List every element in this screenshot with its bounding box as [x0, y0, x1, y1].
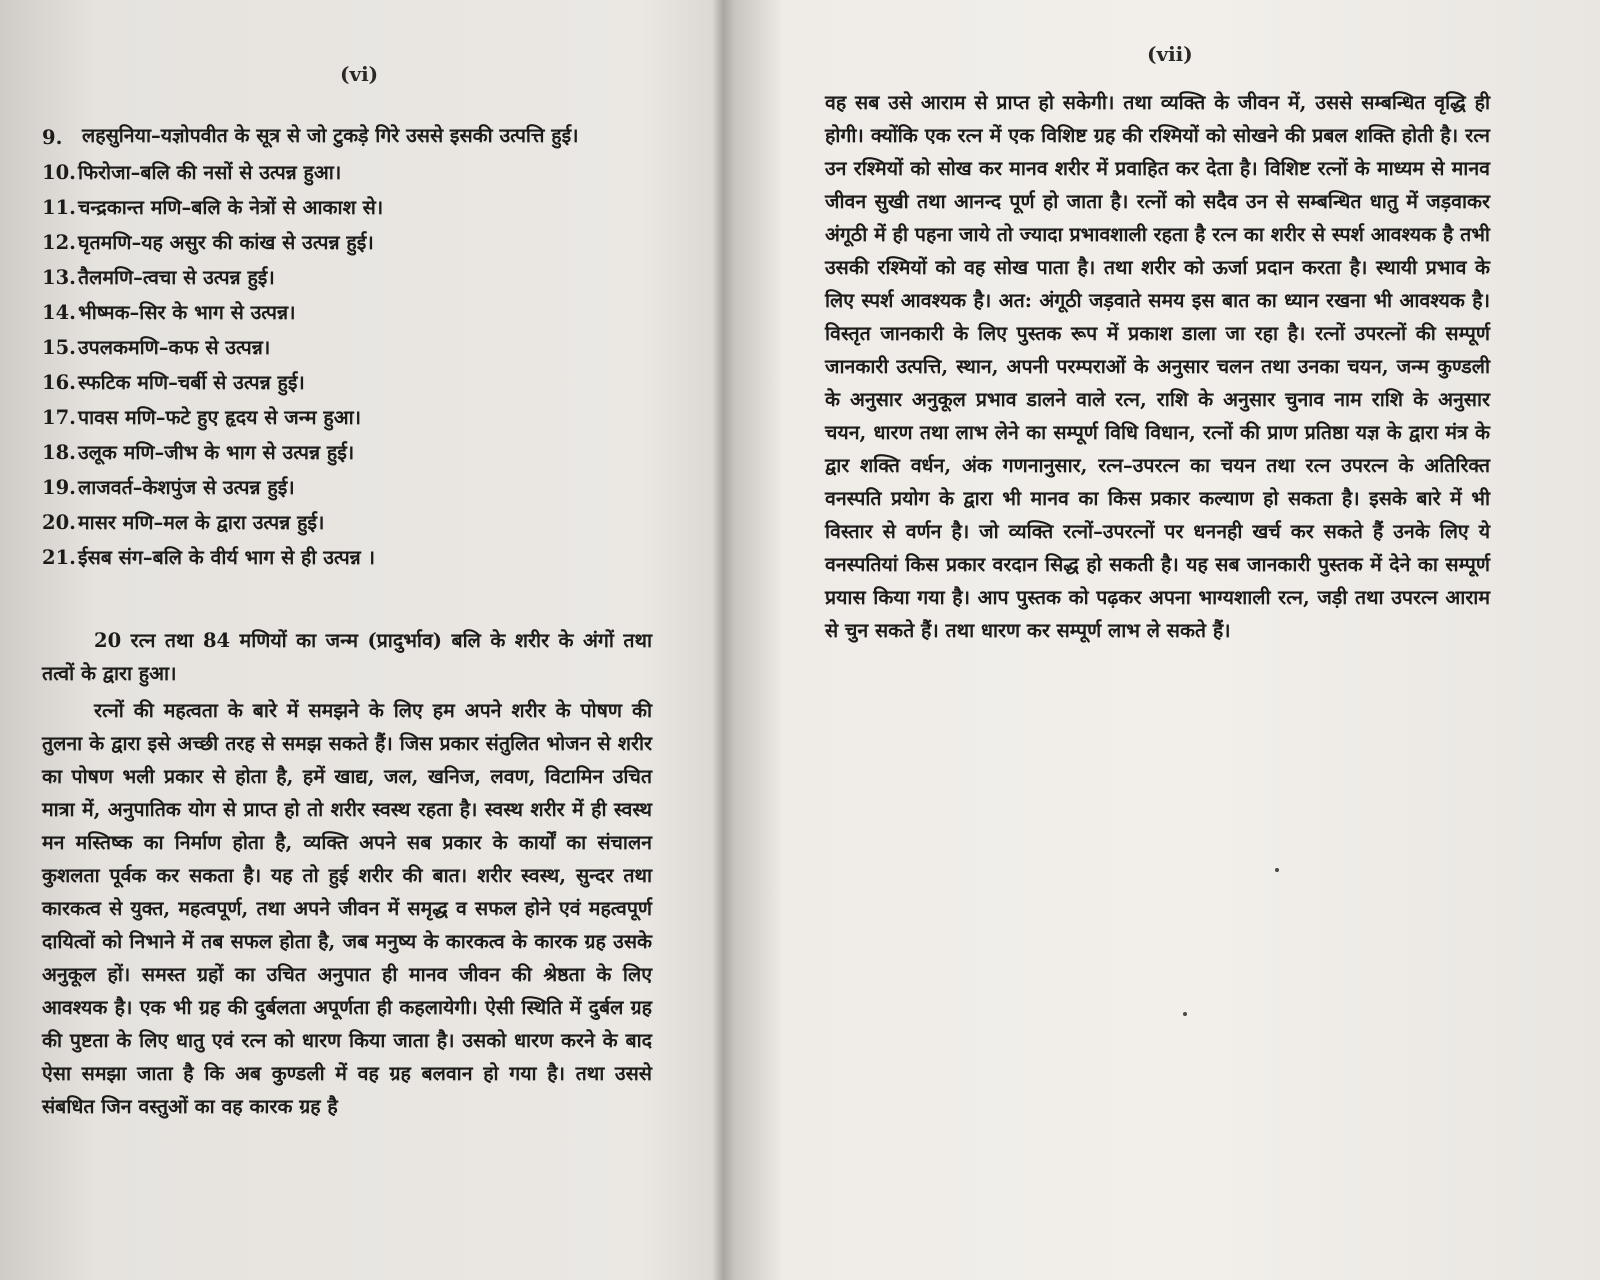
right-page: [735, 0, 1600, 1280]
list-item: 19. लाजवर्त–केशपुंज से उत्पन्न हुई।: [42, 476, 295, 499]
list-item: 14. भीष्मक–सिर के भाग से उत्पन्न।: [42, 301, 296, 324]
list-item: 20. मासर मणि–मल के द्वारा उत्पन्न हुई।: [42, 511, 325, 534]
list-item: 12. घृतमणि–यह असुर की कांख से उत्पन्न हुई।: [42, 231, 374, 254]
paragraph: 20 रत्न तथा 84 मणियों का जन्म (प्रादुर्भाव) बलि के शरीर के अंगों तथा तत्वों के द्वारा हुआ।: [42, 629, 652, 685]
list-item: 15. उपलकमणि–कफ से उत्पन्न।: [42, 336, 271, 359]
list-item: 13. तैलमणि–त्वचा से उत्पन्न हुई।: [42, 266, 275, 289]
paragraph: रत्नों की महत्वता के बारे में समझने के लिए हम अपने शरीर के पोषण की तुलना के द्वारा इसे अच्छी तरह से समझ सकते हैं। जिस प्रकार संतुलित भोजन से शरीर का पोषण भली प्रकार से होता है, हमें खाद्य, जल, खनिज, लवण, विटामिन उचित मात्रा में, अनुपातिक योग से प्राप्त हो तो शरीर स्वस्थ रहता है। स्वस्थ शरीर में ही स्वस्थ मन मस्तिष्क का निर्माण होता है, व्यक्ति अपने सब प्रकार के कार्यों का संचालन कुशलता पूर्वक कर सकता है। यह तो हुई शरीर की बात। शरीर स्वस्थ, सुन्दर तथा कारकत्व से युक्त, महत्वपूर्ण, तथा अपने जीवन में समृद्ध व सफल होने एवं महत्वपूर्ण दायित्वों को निभाने में तब सफल होता है, जब मनुष्य के कारकत्व के कारक ग्रह उसके अनुकूल हों। समस्त ग्रहों का उचित अनुपात ही मानव जीवन की श्रेष्ठता के लिए आवश्यक है। एक भी ग्रह की दुर्बलता अपूर्णता ही कहलायेगी। ऐसी स्थिति में दुर्बल ग्रह की पुष्टता के लिए धातु एवं रत्न को धारण किया जाता है। उसको धारण करने के बाद ऐसा समझा जाता है कि अब कुण्डली में वह ग्रह बलवान हो गया है। तथा उससे संबधित जिन वस्तुओं का वह कारक ग्रह है: [42, 699, 652, 1118]
right-body-text: [825, 86, 1490, 647]
page-number-right: (vii): [1147, 42, 1193, 66]
list-item: 9. लहसुनिया–यज्ञोपवीत के सूत्र से जो टुकड़े गिरे उससे इसकी उत्पत्ति हुई।: [42, 124, 579, 149]
list-item: 10. फिरोजा–बलि की नसों से उत्पन्न हुआ।: [42, 161, 342, 184]
paragraph: वह सब उसे आराम से प्राप्त हो सकेगी। तथा व्यक्ति के जीवन में, उससे सम्बन्धित वृद्धि ही होगी। क्योंकि एक रत्न में एक विशिष्ट ग्रह की रश्मियों को सोखने की प्रबल शक्ति होती है। रत्न उन रश्मियों को सोख कर मानव शरीर में प्रवाहित कर देता है। विशिष्ट रत्नों के माध्यम से मानव जीवन सुखी तथा आनन्द पूर्ण हो जाता है। रत्नों को सदैव उन से सम्बन्धित धातु में जड़वाकर अंगूठी में ही पहना जाये तो ज्यादा प्रभावशाली रहता है रत्न का शरीर से स्पर्श आवश्यक है तभी उसकी रश्मियों को वह सोख पाता है। तथा शरीर को ऊर्जा प्रदान करता है। स्थायी प्रभाव के लिए स्पर्श आवश्यक है। अत: अंगूठी जड़वाते समय इस बात का ध्यान रखना भी आवश्यक है। विस्तृत जानकारी के लिए पुस्तक रूप में प्रकाश डाला जा रहा है। रत्नों उपरत्नों की सम्पूर्ण जानकारी उत्पत्ति, स्थान, अपनी परम्पराओं के अनुसार चलन तथा उनका चयन, जन्म कुण्डली के अनुसार अनुकूल प्रभाव डालने वाले रत्न, राशि के अनुसार चुनाव नाम राशि के अनुसार चयन, धारण तथा लाभ लेने का सम्पूर्ण विधि विधान, रत्नों की प्राण प्रतिष्ठा यज्ञ के द्वारा मंत्र के द्वार शक्ति वर्धन, अंक गणनानुसार, रत्न–उपरत्न का चयन तथा रत्न उपरत्न के अतिरिक्त वनस्पति प्रयोग के द्वारा भी मानव का किस प्रकार कल्याण हो सकता है। इसके बारे में भी विस्तार से वर्णन है। जो व्यक्ति रत्नों–उपरत्नों पर धननही खर्च कर सकते हैं उनके लिए ये वनस्पतियां किस प्रकार वरदान सिद्ध हो सकती है। यह सब जानकारी पुस्तक में देने का सम्पूर्ण प्रयास किया गया है। आप पुस्तक को पढ़कर अपना भाग्यशाली रत्न, जड़ी तथा उपरत्न आराम से चुन सकते हैं। तथा धारण कर सम्पूर्ण लाभ ले सकते हैं।: [825, 91, 1490, 642]
list-item: 16. स्फटिक मणि–चर्बी से उत्पन्न हुई।: [42, 371, 305, 394]
page-number-left: (vi): [340, 62, 379, 86]
ink-speck: [1183, 1012, 1187, 1016]
list-item: 11. चन्द्रकान्त मणि–बलि के नेत्रों से आकाश से।: [42, 196, 384, 219]
left-page: [0, 0, 720, 1280]
ink-speck: [1275, 868, 1279, 872]
gem-origin-list: [42, 120, 682, 575]
list-item: 21. ईसब संग–बलि के वीर्य भाग से ही उत्पन्न ।: [42, 546, 375, 569]
list-item: 17. पावस मणि–फटे हुए हृदय से जन्म हुआ।: [42, 406, 362, 429]
left-body-text: [42, 624, 652, 1127]
list-item: 18. उलूक मणि–जीभ के भाग से उत्पन्न हुई।: [42, 441, 355, 464]
